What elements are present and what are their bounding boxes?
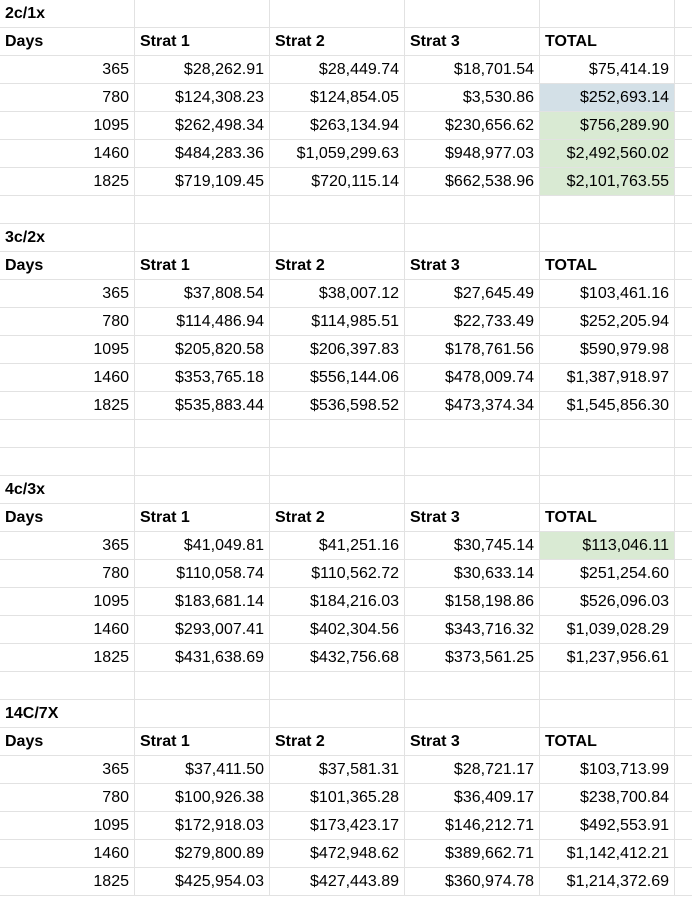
table-row [0,532,692,560]
empty-cell[interactable] [270,476,405,504]
strat2-cell[interactable]: $1,059,299.63 [270,140,405,168]
empty-cell[interactable] [675,112,692,140]
total-cell[interactable]: $252,205.94 [540,308,675,336]
days-cell[interactable]: 1095 [0,588,135,616]
header-strat1-cell[interactable]: Strat 1 [135,504,270,532]
total-cell[interactable]: $526,096.03 [540,588,675,616]
empty-cell[interactable] [135,196,270,224]
empty-cell[interactable] [270,0,405,28]
empty-cell[interactable] [540,0,675,28]
strat1-cell[interactable]: $535,883.44 [135,392,270,420]
empty-cell[interactable] [405,700,540,728]
strat1-cell[interactable]: $484,283.36 [135,140,270,168]
header-strat3-cell[interactable]: Strat 3 [405,252,540,280]
empty-cell[interactable] [675,364,692,392]
empty-cell[interactable] [675,56,692,84]
total-cell[interactable]: $2,101,763.55 [540,168,675,196]
strat2-cell[interactable]: $41,251.16 [270,532,405,560]
section-title-row [0,700,692,728]
table-row [0,56,692,84]
table-row [0,84,692,112]
total-cell[interactable]: $756,289.90 [540,112,675,140]
strat1-cell[interactable]: $719,109.45 [135,168,270,196]
strat1-cell[interactable]: $114,486.94 [135,308,270,336]
empty-cell[interactable] [405,224,540,252]
total-cell[interactable]: $2,492,560.02 [540,140,675,168]
strat1-cell[interactable]: $205,820.58 [135,336,270,364]
days-cell[interactable]: 1825 [0,392,135,420]
header-strat3-cell[interactable]: Strat 3 [405,504,540,532]
strat1-cell[interactable]: $431,638.69 [135,644,270,672]
header-strat3-cell[interactable]: Strat 3 [405,28,540,56]
strat2-cell[interactable]: $173,423.17 [270,812,405,840]
total-cell[interactable]: $1,142,412.21 [540,840,675,868]
empty-cell[interactable] [270,420,405,448]
empty-cell[interactable] [0,672,135,700]
table-row [0,644,692,672]
total-cell[interactable]: $113,046.11 [540,532,675,560]
total-cell[interactable]: $1,039,028.29 [540,616,675,644]
header-strat1-cell[interactable]: Strat 1 [135,28,270,56]
empty-cell[interactable] [675,84,692,112]
strat3-cell[interactable]: $662,538.96 [405,168,540,196]
days-cell[interactable]: 780 [0,560,135,588]
table-row [0,112,692,140]
days-cell[interactable]: 1460 [0,140,135,168]
empty-cell[interactable] [540,448,675,476]
strat2-cell[interactable]: $38,007.12 [270,280,405,308]
strat3-cell[interactable]: $28,721.17 [405,756,540,784]
empty-cell[interactable] [675,224,692,252]
header-row [0,504,692,532]
days-cell[interactable]: 1095 [0,812,135,840]
total-cell[interactable]: $103,713.99 [540,756,675,784]
header-total-cell[interactable]: TOTAL [540,28,675,56]
table-row [0,840,692,868]
empty-cell[interactable] [540,196,675,224]
strat1-cell[interactable]: $41,049.81 [135,532,270,560]
strat1-cell[interactable]: $183,681.14 [135,588,270,616]
empty-cell[interactable] [540,476,675,504]
empty-cell[interactable] [270,700,405,728]
blank-row [0,420,692,448]
strat1-cell[interactable]: $124,308.23 [135,84,270,112]
total-cell[interactable]: $1,237,956.61 [540,644,675,672]
strat3-cell[interactable]: $3,530.86 [405,84,540,112]
table-row [0,336,692,364]
empty-cell[interactable] [0,420,135,448]
strat3-cell[interactable]: $30,633.14 [405,560,540,588]
empty-cell[interactable] [135,224,270,252]
strat3-cell[interactable]: $146,212.71 [405,812,540,840]
header-strat1-cell[interactable]: Strat 1 [135,728,270,756]
table-row [0,868,692,896]
empty-cell[interactable] [135,700,270,728]
header-strat2-cell[interactable]: Strat 2 [270,252,405,280]
strat2-cell[interactable]: $206,397.83 [270,336,405,364]
strat2-cell[interactable]: $720,115.14 [270,168,405,196]
empty-cell[interactable] [135,672,270,700]
empty-cell[interactable] [675,0,692,28]
empty-cell[interactable] [675,728,692,756]
header-strat2-cell[interactable]: Strat 2 [270,728,405,756]
empty-cell[interactable] [405,0,540,28]
table-row [0,784,692,812]
strat2-cell[interactable]: $101,365.28 [270,784,405,812]
empty-cell[interactable] [270,448,405,476]
header-days-cell[interactable]: Days [0,504,135,532]
strat2-cell[interactable]: $536,598.52 [270,392,405,420]
empty-cell[interactable] [675,644,692,672]
strat3-cell[interactable]: $30,745.14 [405,532,540,560]
total-cell[interactable]: $492,553.91 [540,812,675,840]
section-title-cell[interactable]: 4c/3x [0,476,135,504]
empty-cell[interactable] [675,252,692,280]
strat2-cell[interactable]: $427,443.89 [270,868,405,896]
strat2-cell[interactable]: $110,562.72 [270,560,405,588]
strat2-cell[interactable]: $556,144.06 [270,364,405,392]
empty-cell[interactable] [675,616,692,644]
blank-row [0,448,692,476]
strat2-cell[interactable]: $402,304.56 [270,616,405,644]
empty-cell[interactable] [405,420,540,448]
total-cell[interactable]: $103,461.16 [540,280,675,308]
empty-cell[interactable] [675,140,692,168]
strat3-cell[interactable]: $36,409.17 [405,784,540,812]
empty-cell[interactable] [675,532,692,560]
empty-cell[interactable] [675,280,692,308]
days-cell[interactable]: 365 [0,280,135,308]
empty-cell[interactable] [675,28,692,56]
table-row [0,392,692,420]
strat2-cell[interactable]: $124,854.05 [270,84,405,112]
section-title-cell[interactable]: 14C/7X [0,700,135,728]
section-title-cell[interactable]: 3c/2x [0,224,135,252]
empty-cell[interactable] [675,868,692,896]
strat3-cell[interactable]: $948,977.03 [405,140,540,168]
empty-cell[interactable] [675,756,692,784]
days-cell[interactable]: 1825 [0,868,135,896]
header-total-cell[interactable]: TOTAL [540,504,675,532]
table-row [0,364,692,392]
header-row [0,28,692,56]
empty-cell[interactable] [0,196,135,224]
days-cell[interactable]: 1095 [0,112,135,140]
strat2-cell[interactable]: $28,449.74 [270,56,405,84]
strat3-cell[interactable]: $389,662.71 [405,840,540,868]
total-cell[interactable]: $1,214,372.69 [540,868,675,896]
table-row [0,812,692,840]
total-cell[interactable]: $1,387,918.97 [540,364,675,392]
empty-cell[interactable] [405,672,540,700]
strat2-cell[interactable]: $114,985.51 [270,308,405,336]
empty-cell[interactable] [135,420,270,448]
empty-cell[interactable] [675,700,692,728]
days-cell[interactable]: 1460 [0,840,135,868]
strat2-cell[interactable]: $37,581.31 [270,756,405,784]
days-cell[interactable]: 1825 [0,644,135,672]
header-total-cell[interactable]: TOTAL [540,252,675,280]
strat1-cell[interactable]: $262,498.34 [135,112,270,140]
empty-cell[interactable] [270,196,405,224]
strat2-cell[interactable]: $263,134.94 [270,112,405,140]
total-cell[interactable]: $1,545,856.30 [540,392,675,420]
strat2-cell[interactable]: $432,756.68 [270,644,405,672]
blank-row [0,672,692,700]
empty-cell[interactable] [540,672,675,700]
strat3-cell[interactable]: $178,761.56 [405,336,540,364]
header-strat2-cell[interactable]: Strat 2 [270,28,405,56]
table-row [0,168,692,196]
strat1-cell[interactable]: $100,926.38 [135,784,270,812]
table-row [0,140,692,168]
days-cell[interactable]: 1460 [0,364,135,392]
strat3-cell[interactable]: $473,374.34 [405,392,540,420]
strat1-cell[interactable]: $353,765.18 [135,364,270,392]
total-cell[interactable]: $75,414.19 [540,56,675,84]
empty-cell[interactable] [405,448,540,476]
total-cell[interactable]: $590,979.98 [540,336,675,364]
strat3-cell[interactable]: $27,645.49 [405,280,540,308]
table-row [0,560,692,588]
empty-cell[interactable] [675,336,692,364]
table-row [0,588,692,616]
table-row [0,616,692,644]
empty-cell[interactable] [675,196,692,224]
empty-cell[interactable] [270,224,405,252]
empty-cell[interactable] [405,196,540,224]
empty-cell[interactable] [675,784,692,812]
empty-cell[interactable] [675,308,692,336]
strat1-cell[interactable]: $293,007.41 [135,616,270,644]
strat3-cell[interactable]: $22,733.49 [405,308,540,336]
header-row [0,728,692,756]
empty-cell[interactable] [675,672,692,700]
days-cell[interactable]: 365 [0,756,135,784]
strat1-cell[interactable]: $37,411.50 [135,756,270,784]
section-title-row [0,0,692,28]
table-row [0,756,692,784]
empty-cell[interactable] [675,560,692,588]
empty-cell[interactable] [675,504,692,532]
empty-cell[interactable] [675,168,692,196]
empty-cell[interactable] [675,420,692,448]
header-days-cell[interactable]: Days [0,728,135,756]
strat1-cell[interactable]: $28,262.91 [135,56,270,84]
days-cell[interactable]: 365 [0,56,135,84]
empty-cell[interactable] [0,448,135,476]
days-cell[interactable]: 1825 [0,168,135,196]
header-strat1-cell[interactable]: Strat 1 [135,252,270,280]
strat2-cell[interactable]: $472,948.62 [270,840,405,868]
strat3-cell[interactable]: $343,716.32 [405,616,540,644]
section-title-row [0,224,692,252]
empty-cell[interactable] [675,448,692,476]
table-row [0,280,692,308]
strat1-cell[interactable]: $279,800.89 [135,840,270,868]
strat1-cell[interactable]: $110,058.74 [135,560,270,588]
days-cell[interactable]: 1095 [0,336,135,364]
strat3-cell[interactable]: $360,974.78 [405,868,540,896]
blank-row [0,196,692,224]
section-title-row [0,476,692,504]
days-cell[interactable]: 1460 [0,616,135,644]
table-row [0,308,692,336]
strat3-cell[interactable]: $373,561.25 [405,644,540,672]
empty-cell[interactable] [675,476,692,504]
empty-cell[interactable] [675,812,692,840]
empty-cell[interactable] [540,420,675,448]
header-strat2-cell[interactable]: Strat 2 [270,504,405,532]
days-cell[interactable]: 780 [0,84,135,112]
strat3-cell[interactable]: $230,656.62 [405,112,540,140]
strat1-cell[interactable]: $37,808.54 [135,280,270,308]
strat3-cell[interactable]: $158,198.86 [405,588,540,616]
strat2-cell[interactable]: $184,216.03 [270,588,405,616]
empty-cell[interactable] [675,392,692,420]
empty-cell[interactable] [540,224,675,252]
total-cell[interactable]: $251,254.60 [540,560,675,588]
section-title-cell[interactable]: 2c/1x [0,0,135,28]
strat3-cell[interactable]: $18,701.54 [405,56,540,84]
days-cell[interactable]: 365 [0,532,135,560]
days-cell[interactable]: 780 [0,308,135,336]
total-cell[interactable]: $252,693.14 [540,84,675,112]
strat1-cell[interactable]: $172,918.03 [135,812,270,840]
empty-cell[interactable] [135,448,270,476]
empty-cell[interactable] [675,840,692,868]
header-total-cell[interactable]: TOTAL [540,728,675,756]
strat3-cell[interactable]: $478,009.74 [405,364,540,392]
empty-cell[interactable] [135,476,270,504]
empty-cell[interactable] [405,476,540,504]
header-strat3-cell[interactable]: Strat 3 [405,728,540,756]
header-days-cell[interactable]: Days [0,28,135,56]
header-days-cell[interactable]: Days [0,252,135,280]
header-row [0,252,692,280]
empty-cell[interactable] [675,588,692,616]
empty-cell[interactable] [540,700,675,728]
empty-cell[interactable] [270,672,405,700]
total-cell[interactable]: $238,700.84 [540,784,675,812]
empty-cell[interactable] [135,0,270,28]
days-cell[interactable]: 780 [0,784,135,812]
strat1-cell[interactable]: $425,954.03 [135,868,270,896]
